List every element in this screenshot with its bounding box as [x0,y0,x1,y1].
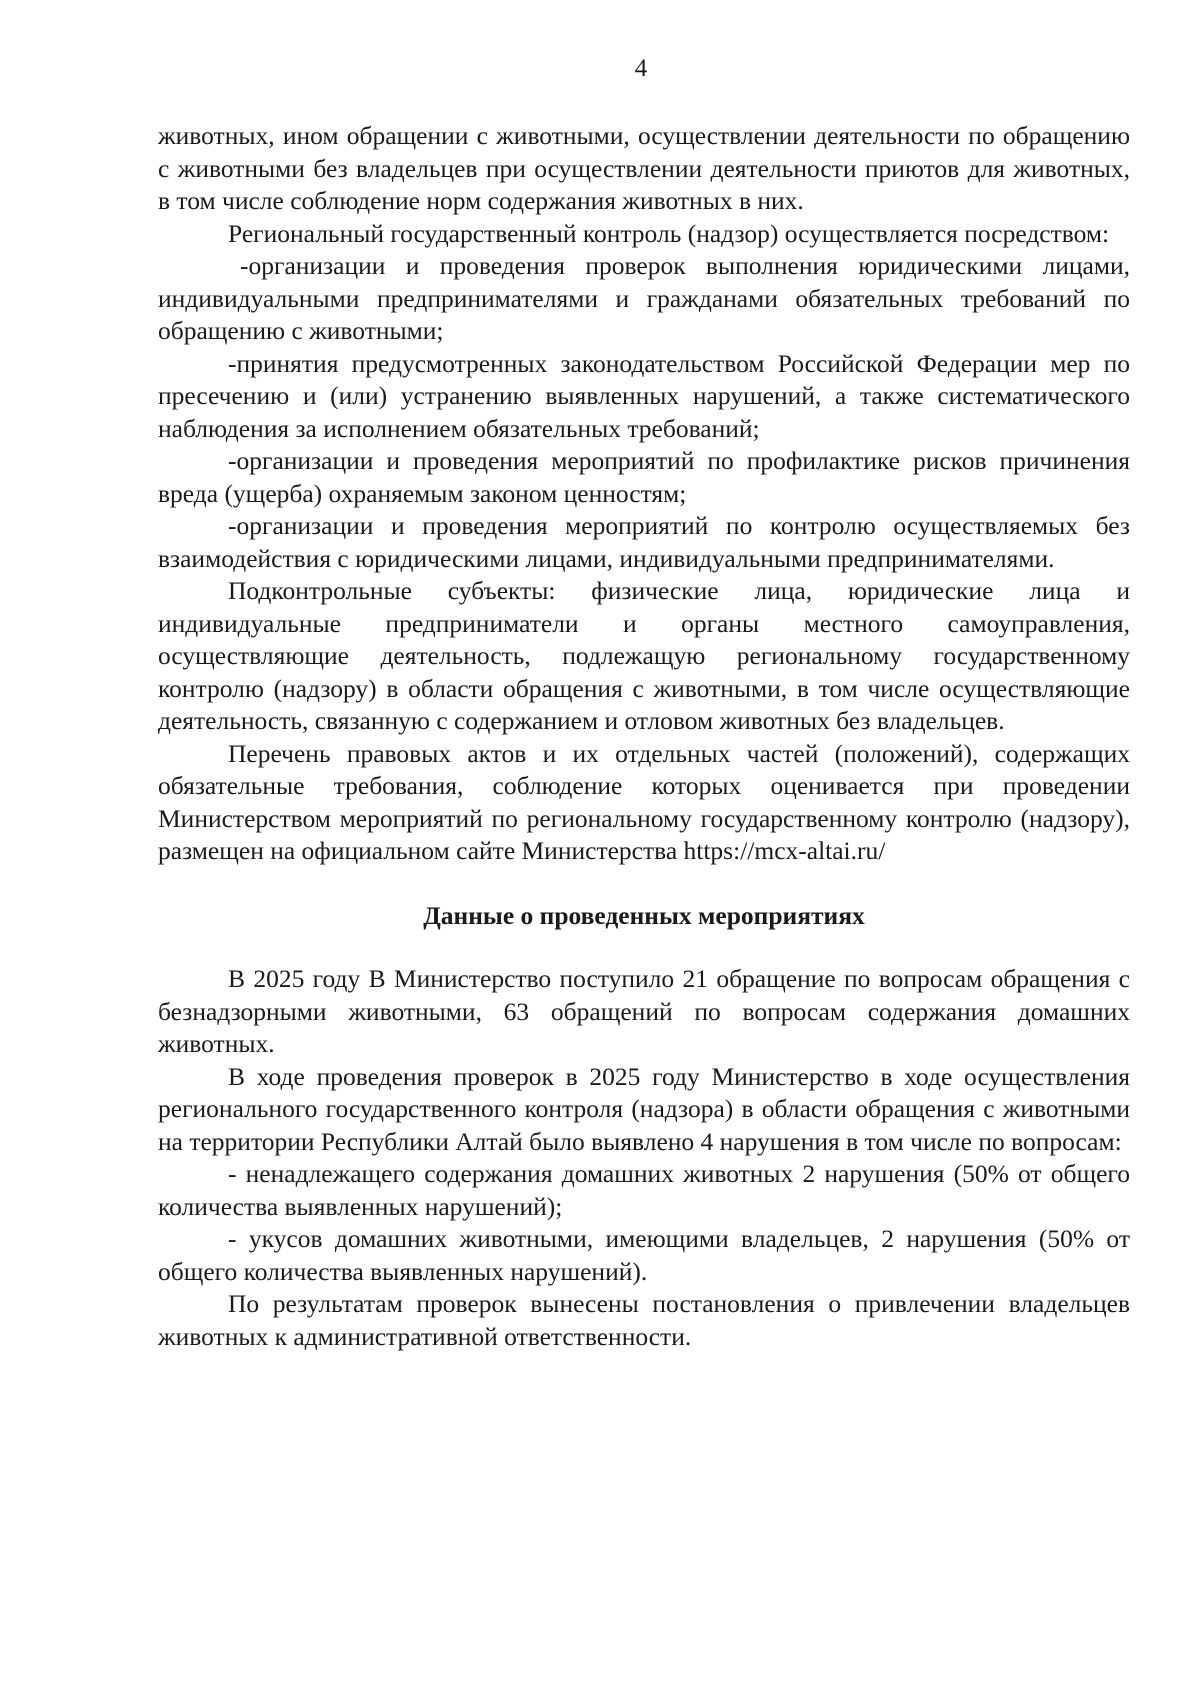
intro-continuation-paragraph: животных, ином обращении с животными, осуществлении деятельности по обращению с животными без владельцев при осуществлении деятельности приютов для животных, в том числе соблюдение норм содержания животных в них. [158,121,1130,215]
document-body [158,120,1130,1353]
control-means-intro-paragraph: Региональный государственный контроль (надзор) осуществляется посредством: [228,218,1110,248]
results-paragraph: По результатам проверок вынесены постановления о привлечении владельцев животных к административной ответственности. [158,1289,1130,1351]
legal-acts-paragraph: Перечень правовых актов и их отдельных частей (положений), содержащих обязательные требования, соблюдение которых оценивается при проведении Министерством мероприятий по региональному государственному контролю (надзору), размещен на официальном сайте Министерства https://mcx-altai.ru/ [158,738,1130,865]
violation-item: - ненадлежащего содержания домашних животных 2 нарушения (50% от общего количества выявленных нарушений); [158,1159,1130,1221]
control-means-item: -организации и проведения проверок выполнения юридическими лицами, индивидуальными предпринимателями и гражданами обязательных требований по обращению с животными; [158,251,1130,345]
control-means-item: -принятия предусмотренных законодательством Российской Федерации мер по пресечению и (или) устранению выявленных нарушений, а также систематического наблюдения за исполнением обязательных требований; [158,348,1130,443]
control-means-item: -организации и проведения мероприятий по профилактике рисков причинения вреда (ущерба) охраняемым законом ценностям; [158,446,1130,508]
section-heading: Данные о проведенных мероприятиях [423,900,865,930]
control-means-item: -организации и проведения мероприятий по контролю осуществляемых без взаимодействия с юридическими лицами, индивидуальными предпринимателями. [158,511,1130,573]
controlled-subjects-paragraph: Подконтрольные субъекты: физические лица, юридические лица и индивидуальные предприниматели и органы местного самоуправления, осуществляющие деятельность, подлежащую региональному государственному контролю (надзору) в области обращения с животными, в том числе осуществляющие деятельность, связанную с содержанием и отловом животных без владельцев. [158,576,1130,735]
appeals-paragraph: В 2025 году В Министерство поступило 21 обращение по вопросам обращения с безнадзорными животными, 63 обращений по вопросам содержания домашних животных. [158,964,1130,1058]
inspections-paragraph: В ходе проведения проверок в 2025 году Министерство в ходе осуществления регионального государственного контроля (надзора) в области обращения с животными на территории Республики Алтай было выявлено 4 нарушения в том числе по вопросам: [158,1061,1130,1156]
violation-item: - укусов домашних животными, имеющими владельцев, 2 нарушения (50% от общего количества выявленных нарушений). [158,1224,1130,1286]
page-number: 4 [634,55,648,82]
